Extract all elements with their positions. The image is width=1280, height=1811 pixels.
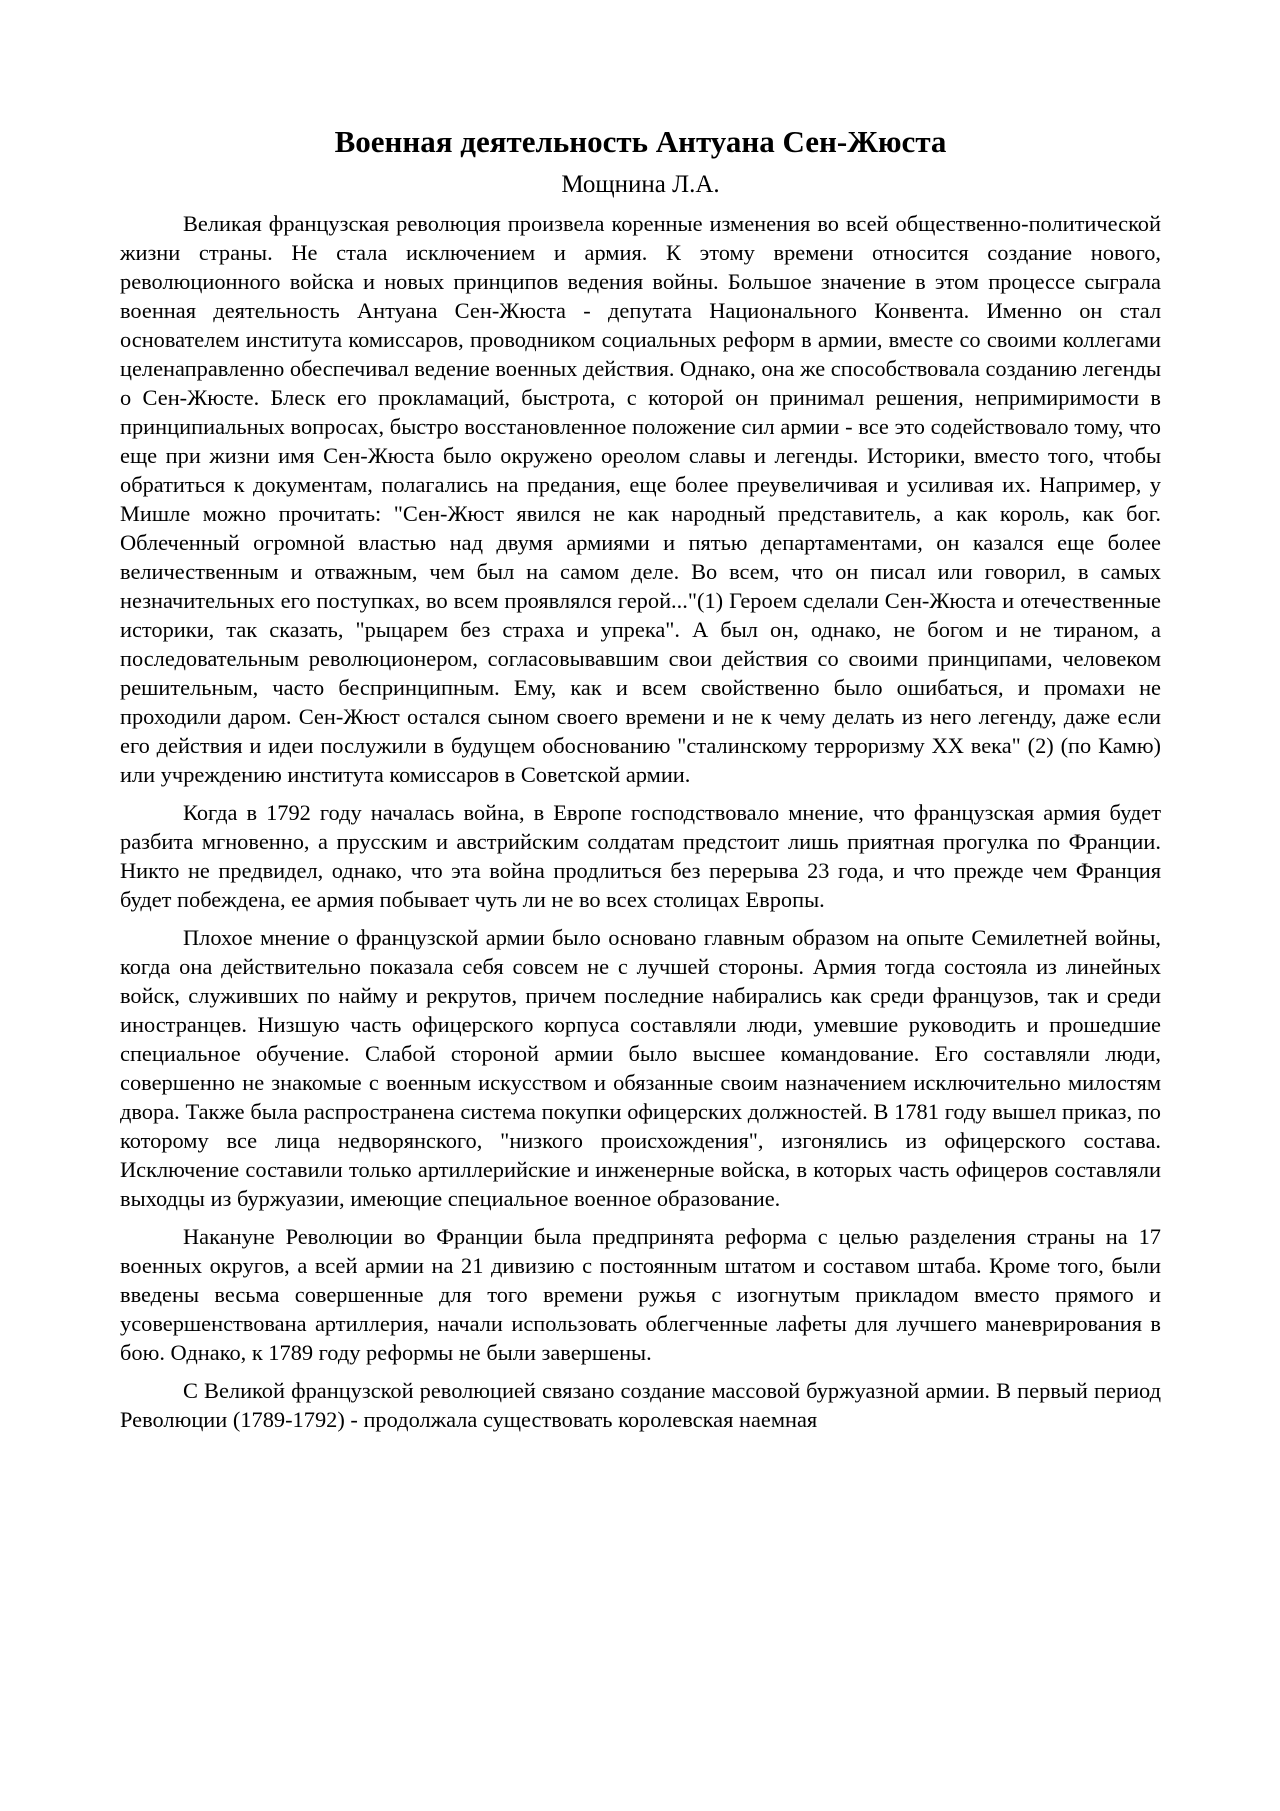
document-author: Мощнина Л.А. — [561, 171, 720, 198]
paragraph-3: Плохое мнение о французской армии было основано главным образом на опыте Семилетней войны, когда она действительно показала себя совсем не с лучшей стороны. Армия тогда состояла из линейных войск, служивших по найму и рекрутов, причем последние набирались как среди французов, так и среди иностранцев. Низшую часть офицерского корпуса составляли люди, умевшие руководить и прошедшие специальное обучение. Слабой стороной армии было высшее командование. Его составляли люди, совершенно не знакомые с военным искусством и обязанные своим назначением исключительно милостям двора. Также была распространена система покупки офицерских должностей. В 1781 году вышел приказ, по которому все лица недворянского, "низкого происхождения", изгонялись из офицерского состава. Исключение составили только артиллерийские и инженерные войска, в которых часть офицеров составляли выходцы из буржуазии, имеющие специальное военное образование. — [120, 925, 1161, 1211]
paragraph-1: Великая французская революция произвела коренные изменения во всей общественно-политической жизни страны. Не стала исключением и армия. К этому времени относится создание нового, революционного войска и новых принципов ведения войны. Большое значение в этом процессе сыграла военная деятельность Антуана Сен-Жюста - депутата Национального Конвента. Именно он стал основателем института комиссаров, проводником социальных реформ в армии, вместе со своими коллегами целенаправленно обеспечивал ведение военных действия. Однако, она же способствовала созданию легенды о Сен-Жюсте. Блеск его прокламаций, быстрота, с которой он принимал решения, непримиримости в принципиальных вопросах, быстро восстановленное положение сил армии - все это содействовало тому, что еще при жизни имя Сен-Жюста было окружено ореолом славы и легенды. Историки, вместо того, чтобы обратиться к документам, полагались на предания, еще более преувеличивая и усиливая их. Например, у Мишле можно прочитать: "Сен-Жюст явился не как народный представитель, а как король, как бог. Облеченный огромной властью над двумя армиями и пятью департаментами, он казался еще более величественным и отважным, чем был на самом деле. Во всем, что он писал или говорил, в самых незначительных его поступках, во всем проявлялся герой..."(1) Героем сделали Сен-Жюста и отечественные историки, так сказать, "рыцарем без страха и упрека". А был он, однако, не богом и не тираном, а последовательным революционером, согласовывавшим свои действия со своими принципами, человеком решительным, часто беспринципным. Ему, как и всем свойственно было ошибаться, и промахи не проходили даром. Сен-Жюст остался сыном своего времени и не к чему делать из него легенду, даже если его действия и идеи послужили в будущем обоснованию "сталинскому терроризму XX века" (2) (по Камю) или учреждению института комиссаров в Советской армии. — [120, 211, 1162, 787]
paragraph-4: Накануне Революции во Франции была предпринята реформа с целью разделения страны на 17 военных округов, а всей армии на 21 дивизию с постоянным штатом и составом штаба. Кроме того, были введены весьма совершенные для того времени ружья с изогнутым прикладом вместо прямого и усовершенствована артиллерия, начали использовать облегченные лафеты для лучшего маневрирования в бою. Однако, к 1789 году реформы не были завершены. — [120, 1224, 1161, 1365]
paragraph-5: С Великой французской революцией связано создание массовой буржуазной армии. В первый период Революции (1789-1792) - продолжала существовать королевская наемная — [120, 1378, 1161, 1432]
document-content — [120, 120, 1161, 1443]
paragraph-2: Когда в 1792 году началась война, в Европе господствовало мнение, что французская армия будет разбита мгновенно, а прусским и австрийским солдатам предстоит лишь приятная прогулка по Франции. Никто не предвидел, однако, что эта война продлиться без перерыва 23 года, и что прежде чем Франция будет побеждена, ее армия побывает чуть ли не во всех столицах Европы. — [120, 800, 1161, 912]
document-title: Военная деятельность Антуана Сен-Жюста — [334, 124, 947, 159]
